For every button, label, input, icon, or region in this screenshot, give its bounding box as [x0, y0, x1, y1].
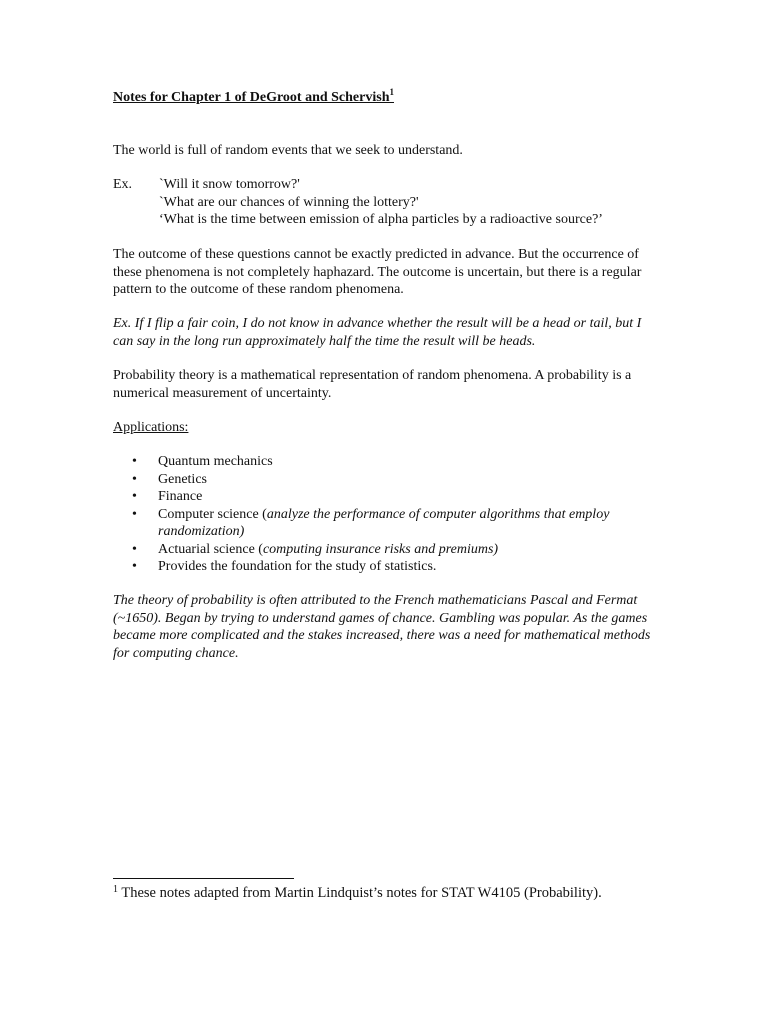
examples-block — [113, 176, 653, 229]
intro-paragraph: The world is full of random events that we seek to understand. — [113, 143, 463, 158]
list-item: • Actuarial science (computing insurance risks and premiums) — [132, 541, 499, 557]
example-question: `What are our chances of winning the lottery?' — [159, 194, 419, 210]
applications-list — [113, 453, 653, 576]
outcome-paragraph: The outcome of these questions cannot be exactly predicted in advance. But the occurrence of these phenomena is not completely haphazard. The outcome is uncertain, but there is a regular pattern to the outcome of these random phenomena. — [113, 247, 642, 297]
footnote — [113, 885, 602, 903]
list-item: • Quantum mechanics — [132, 454, 273, 469]
bullet-icon: • — [132, 489, 137, 504]
list-item: • Provides the foundation for the study of statistics. — [132, 559, 437, 574]
example-row — [113, 211, 653, 229]
example-question: ‘What is the time between emission of alpha particles by a radioactive source?’ — [159, 212, 603, 227]
example-row — [113, 176, 653, 194]
example-row — [113, 194, 653, 212]
title-text: Notes for Chapter 1 of DeGroot and Schervish — [113, 90, 390, 105]
example-label: Ex. — [113, 177, 133, 192]
coin-example-paragraph: Ex. If I flip a fair coin, I do not know in advance whether the result will be a head or tail, but I can say in the long run approximately half the time the result will be heads. — [113, 316, 642, 349]
list-item: • Finance — [132, 489, 203, 504]
bullet-icon: • — [132, 541, 137, 557]
footnote-text: These notes adapted from Martin Lindquist’s notes for STAT W4105 (Probability). — [118, 885, 602, 901]
list-item: • Genetics — [132, 471, 207, 487]
bullet-icon: • — [132, 559, 137, 574]
footnote-marker: 1 — [113, 884, 118, 895]
list-item-note: computing insurance risks and premiums) — [262, 541, 499, 557]
bullet-icon: • — [132, 506, 137, 522]
list-item-note: analyze the performance of computer algorithms that employ randomization) — [158, 506, 610, 539]
bullet-icon: • — [132, 454, 137, 469]
title-footnote-marker: 1 — [389, 87, 394, 97]
history-paragraph: The theory of probability is often attributed to the French mathematicians Pascal and Fermat (~1650). Began by trying to understand games of chance. Gambling was popular. As the games became more complicated and the stakes increased, there was a need for mathematical methods for computing chance. — [113, 593, 651, 661]
bullet-icon: • — [132, 471, 137, 487]
page-title — [113, 89, 394, 107]
footnote-divider — [113, 878, 294, 879]
applications-heading: Applications: — [113, 420, 189, 435]
probability-definition-paragraph: Probability theory is a mathematical representation of random phenomena. A probability is a numerical measurement of uncertainty. — [113, 368, 632, 401]
example-question: `Will it snow tomorrow?' — [159, 177, 300, 192]
list-item: • Computer science (analyze the performance of computer algorithms that employ randomization) — [132, 506, 610, 539]
